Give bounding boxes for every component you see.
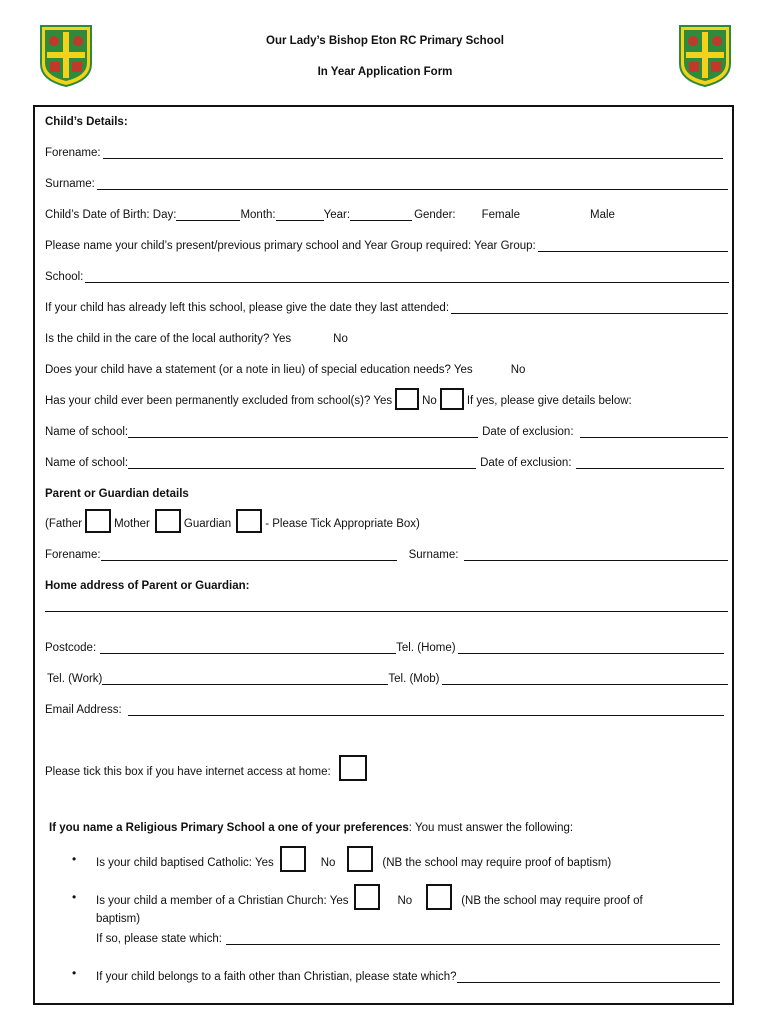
gender-male-option[interactable]: Male <box>589 209 615 221</box>
address-field[interactable] <box>45 599 728 612</box>
school-crest-left <box>39 24 93 88</box>
parent-surname-field[interactable] <box>464 548 728 561</box>
school-crest-right <box>678 24 732 88</box>
tel-home-field[interactable] <box>458 641 724 654</box>
child-forename-field[interactable] <box>103 146 723 159</box>
last-attended-field[interactable] <box>451 301 728 314</box>
exclusion-date-1-field[interactable] <box>580 425 728 438</box>
parent-details-heading: Parent or Guardian details <box>45 488 189 500</box>
childs-details-heading: Child’s Details: <box>45 116 128 128</box>
school-name: Our Lady’s Bishop Eton RC Primary School <box>266 35 504 47</box>
faith-row: If your child belongs to a faith other than Christian, please state which? <box>96 965 720 983</box>
exclusion-row-1: Name of school: Date of exclusion: <box>45 422 728 438</box>
internet-row: Please tick this box if you have internet access at home: <box>45 762 728 778</box>
child-forename-row: Forename: <box>45 143 723 159</box>
excluded-yes-checkbox[interactable] <box>395 388 419 410</box>
form-title: In Year Application Form <box>317 66 453 78</box>
tel-mob-field[interactable] <box>442 672 729 685</box>
year-group-field[interactable] <box>538 239 728 252</box>
father-checkbox[interactable] <box>85 509 111 533</box>
school-field[interactable] <box>85 270 729 283</box>
guardian-checkbox[interactable] <box>236 509 262 533</box>
bullet: • <box>72 852 77 866</box>
email-row: Email Address: <box>45 700 724 716</box>
dob-day-field[interactable] <box>176 208 240 221</box>
church-name-field[interactable] <box>226 932 720 945</box>
mother-checkbox[interactable] <box>155 509 181 533</box>
parent-name-row: Forename: Surname: <box>45 545 728 561</box>
excluded-no-checkbox[interactable] <box>440 388 464 410</box>
care-row: Is the child in the care of the local authority? Yes No <box>45 333 348 345</box>
child-surname-row: Surname: <box>45 174 728 190</box>
left-school-row: If your child has already left this school, please give the date they last attended: <box>45 298 728 314</box>
parent-forename-field[interactable] <box>101 548 397 561</box>
relationship-row: (Father Mother Guardian - Please Tick Appropriate Box) <box>45 514 728 530</box>
address-heading: Home address of Parent or Guardian: <box>45 580 250 592</box>
tel-work-row: Tel. (Work) Tel. (Mob) <box>47 669 728 685</box>
child-surname-field[interactable] <box>97 177 728 190</box>
baptised-no-checkbox[interactable] <box>347 846 373 872</box>
dob-month-field[interactable] <box>276 208 324 221</box>
bullet: • <box>72 890 77 904</box>
sen-row: Does your child have a statement (or a note in lieu) of special education needs? Yes No <box>45 364 526 376</box>
faith-field[interactable] <box>457 970 720 983</box>
internet-checkbox[interactable] <box>339 755 367 781</box>
tel-work-field[interactable] <box>102 672 388 685</box>
state-which-row: If so, please state which: <box>96 927 720 945</box>
baptised-row: Is your child baptised Catholic: Yes No (NB the school may require proof of baptism) <box>96 851 722 869</box>
exclusion-date-2-field[interactable] <box>576 456 724 469</box>
member-row-cont: baptism) <box>96 913 141 925</box>
sen-no-option[interactable]: No <box>510 364 526 376</box>
member-row: Is your child a member of a Christian Church: Yes No (NB the school may require proof of <box>96 889 722 907</box>
postcode-field[interactable] <box>100 641 396 654</box>
baptised-yes-checkbox[interactable] <box>280 846 306 872</box>
religious-intro: If you name a Religious Primary School a one of your preferences : You must answer the following: <box>49 822 574 834</box>
exclusion-school-2-field[interactable] <box>128 456 476 469</box>
postcode-row: Postcode: Tel. (Home) <box>45 638 724 654</box>
bullet: • <box>72 966 77 980</box>
email-field[interactable] <box>128 703 724 716</box>
dob-row: Child’s Date of Birth: Day: Month: Year: Gender: Female Male <box>45 209 615 221</box>
care-no-option[interactable]: No <box>333 333 348 345</box>
year-group-row: Please name your child’s present/previous primary school and Year Group required: Year Group: <box>45 236 728 252</box>
excluded-row: Has your child ever been permanently excluded from school(s)? Yes No If yes, please give details below: <box>45 391 728 407</box>
dob-year-field[interactable] <box>350 208 412 221</box>
school-row: School: <box>45 267 729 283</box>
exclusion-row-2: Name of school: Date of exclusion: <box>45 453 724 469</box>
address-row <box>45 596 728 612</box>
exclusion-school-1-field[interactable] <box>128 425 478 438</box>
gender-female-option[interactable]: Female <box>481 209 520 221</box>
